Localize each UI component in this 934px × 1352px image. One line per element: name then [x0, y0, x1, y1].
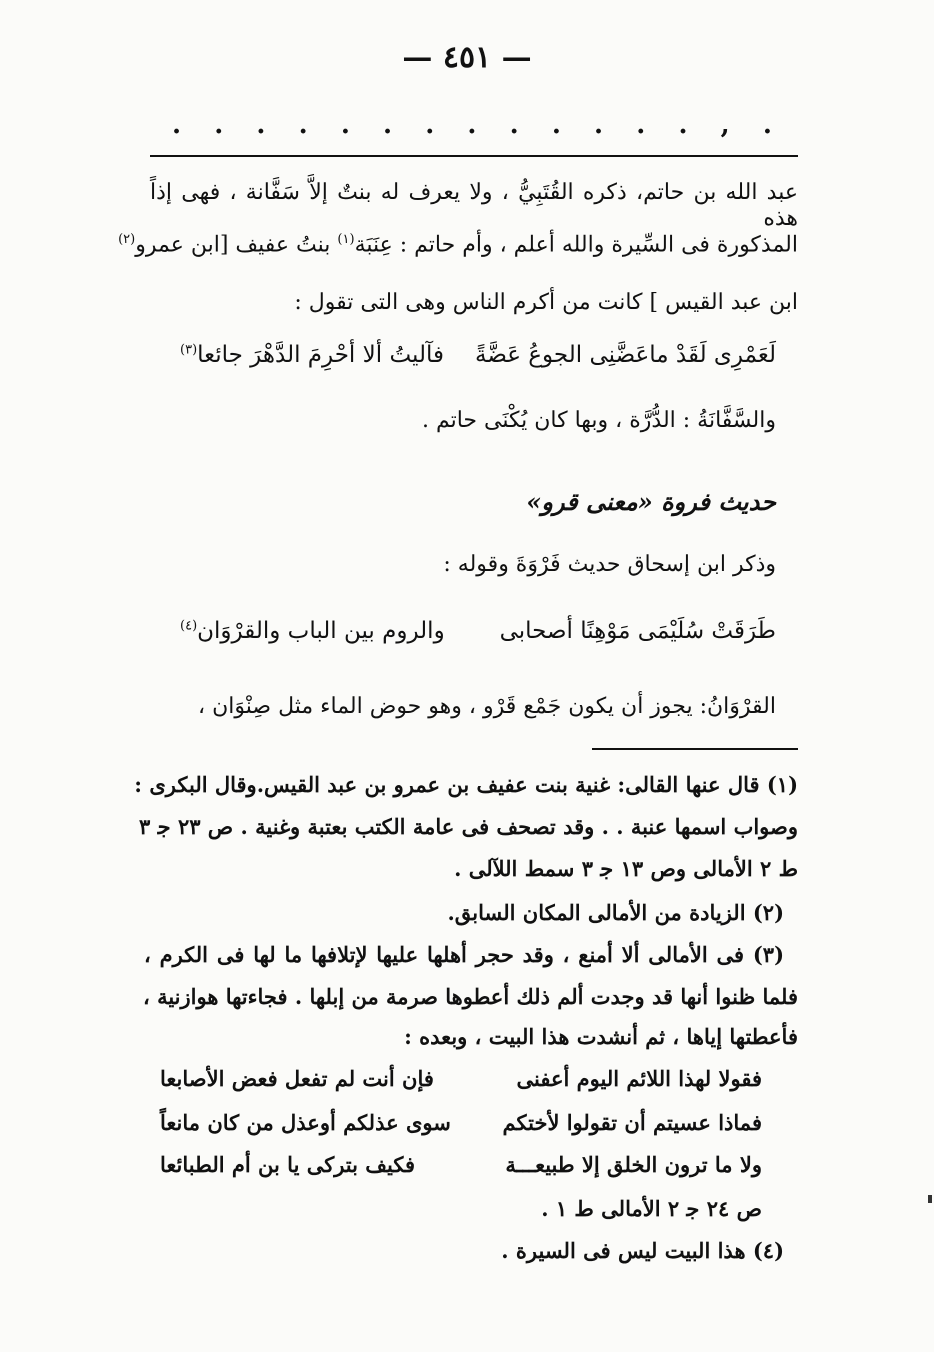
ornament-mark: . [214, 110, 224, 140]
main-text [118, 0, 798, 760]
ornament-mark: . [383, 110, 393, 140]
ornament-mark: . [256, 110, 266, 140]
paragraph-line: عبد الله بن حاتم، ذكره القُتَبِيُّ ، ولا يعرف له بنتٌ إلاَّ سَفَّانة ، فهى إذاً هذه [150, 180, 798, 232]
footnote-verse-right: فقولا لهذا اللائم اليوم أعفنى [516, 1066, 762, 1091]
footnote-3-line: فلما ظنوا أنها قد وجدت ألم ذلك أعطوها صرمة من إبلها . فجاءتها هوازنية ، [142, 984, 798, 1009]
ornament-mark: . [340, 110, 350, 140]
footnote-3-line: (٣) فى الأمالى ألا أمنع ، وقد حجر أهلها عليها لإتلافها ما لها فى الكرم ، [144, 942, 784, 967]
footnote-1-line: وصواب اسمها عنبة . . وقد تصحف فى عامة الكتب بعتبة وغنية . ص ٢٣ ﺟ ٣ [139, 814, 798, 839]
ornament-mark: . [509, 110, 519, 140]
footnote-verse-left: فإن أنت لم تفعل فعض الأصابعا [160, 1066, 434, 1091]
paragraph-text: بنتُ عفيف [ابن عمرو [135, 232, 338, 258]
paragraph-line: والسَّفَّانَةُ : الدُّرَّة ، وبها كان يُكْنَى حاتم . [421, 408, 776, 433]
verse-hemistich-left [180, 342, 444, 370]
ornament-mark: , [720, 110, 730, 140]
ornament-mark: . [636, 110, 646, 140]
verse-hemistich-left [180, 618, 445, 646]
verse-hemistich-right: طَرَقَتْ سُلَيْمَى مَوْهِنًا أصحابى [499, 618, 776, 644]
paragraph-line: ابن عبد القيس ] كانت من أكرم الناس وهى التى تقول : [294, 290, 798, 315]
ornament-mark: . [678, 110, 688, 140]
section-heading: حديث فروة «معنى قرو» [526, 487, 776, 516]
ornament-mark: . [172, 110, 182, 140]
footnote-2: (٢) الزيادة من الأمالى المكان السابق. [447, 900, 784, 925]
page-number: — ٤٥١ — [402, 40, 532, 75]
footnote-verse-right: فماذا عسيتم أن تقولوا لأختكم [502, 1110, 762, 1135]
ornament-mark: . [594, 110, 604, 140]
paragraph-line: وذكر ابن إسحاق حديث فَرْوَةَ وقوله : [443, 552, 776, 577]
paragraph-line [118, 232, 798, 259]
ornament-mark: . [762, 110, 772, 140]
scan-mark [928, 1195, 932, 1203]
footnote-1-line: ط ٢ الأمالى وص ١٣ ﺟ ٣ سمط اللآلى . [454, 856, 798, 881]
footnote-ref: (٢) [118, 232, 136, 247]
footnote-verse-left: سوى عذلكم أوعذل من كان مانعاً [160, 1110, 451, 1135]
verse-text: فآليتُ ألا أحْرِمَ الدَّهْرَ جائعا [197, 342, 444, 368]
footnote-4: (٤) هذا البيت ليس فى السيرة . [501, 1238, 784, 1263]
ornament-mark: . [425, 110, 435, 140]
ornament-mark: . [467, 110, 477, 140]
footnote-divider [592, 748, 798, 750]
footnote-verse-right: ولا ما ترون الخلق إلا طبيعـــة [505, 1152, 762, 1177]
footnote-3-reference: ص ٢٤ ﺟ ٢ الأمالى ط ١ . [541, 1196, 762, 1221]
ornament-mark: . [298, 110, 308, 140]
verse-hemistich-right: لَعَمْرِى لَقَدْ ماعَضَّنِى الجوعُ عَضَّةً [474, 342, 776, 368]
footnote-1-line: (١) قال عنها القالى: غنية بنت عفيف بن عمرو بن عبد القيس.وقال البكرى : [134, 772, 798, 797]
verse-text: والروم بين الباب والقرْوَان [197, 618, 445, 644]
footnote-verse-left: فكيف بتركى يا بن أم الطبائعا [160, 1152, 416, 1177]
paragraph-text: المذكورة فى السِّيرة والله أعلم ، وأم حاتم : عِنَبَة [354, 232, 798, 258]
footnote-ref: (١) [337, 232, 355, 247]
paragraph-line: القرْوَانُ: يجوز أن يكون جَمْع قَرْو ، وهو حوض الماء مثل صِنْوَان ، [198, 694, 776, 719]
ornament-mark: . [551, 110, 561, 140]
footnote-3-line: فأعطتها إياها ، ثم أنشدت هذا البيت ، وبعده : [404, 1024, 798, 1049]
footnote-ref: (٣) [180, 342, 198, 358]
footnote-ref: (٤) [180, 618, 198, 634]
